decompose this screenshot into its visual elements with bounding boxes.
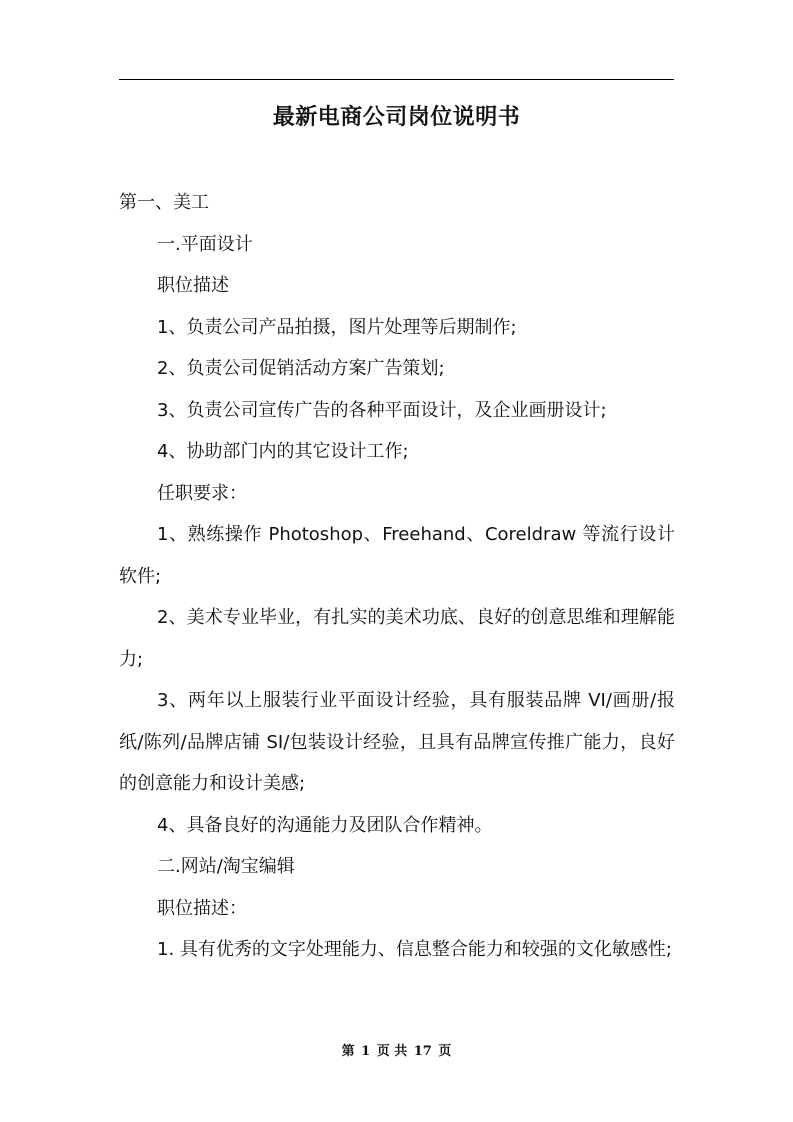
subsection-heading: 二.网站/淘宝编辑 [157,856,295,877]
paragraph: 2、负责公司促销活动方案广告策划; [157,358,445,379]
footer-page-number: 1 [361,1044,371,1059]
paragraph: 职位描述 [157,275,229,296]
paragraph: 4、协助部门内的其它设计工作; [157,441,409,462]
page-footer [0,1042,793,1062]
paragraph: 3、两年以上服装行业平面设计经验，具有服装品牌 VI/画册/报纸/陈列/品牌店铺 SI/包装设计经验，且具有品牌宣传推广能力，良好的创意能力和设计美感; [119,690,675,794]
subsection-heading: 一.平面设计 [157,233,253,255]
paragraph: 3、负责公司宣传广告的各种平面设计，及企业画册设计; [157,399,607,421]
footer-total-pages: 17 [413,1044,432,1059]
footer-suffix: 页 [438,1044,452,1059]
paragraph: 职位描述： [157,897,247,919]
document-body [119,182,675,971]
footer-middle: 页 共 [376,1044,408,1059]
paragraph: 1、负责公司产品拍摄，图片处理等后期制作; [157,316,517,338]
paragraph: 2、美术专业毕业，有扎实的美术功底、良好的创意思维和理解能力; [119,607,675,670]
paragraph: 1、熟练操作 Photoshop、Freehand、Coreldraw 等流行设计软件; [119,524,675,587]
paragraph: 1. 具有优秀的文字处理能力、信息整合能力和较强的文化敏感性; [157,939,672,960]
section-heading: 第一、美工 [119,192,209,213]
document-title: 最新电商公司岗位说明书 [272,105,521,130]
paragraph: 任职要求： [157,482,247,504]
header-rule [119,79,674,80]
footer-prefix: 第 [341,1044,355,1059]
paragraph: 4、具备良好的沟通能力及团队合作精神。 [157,814,493,836]
